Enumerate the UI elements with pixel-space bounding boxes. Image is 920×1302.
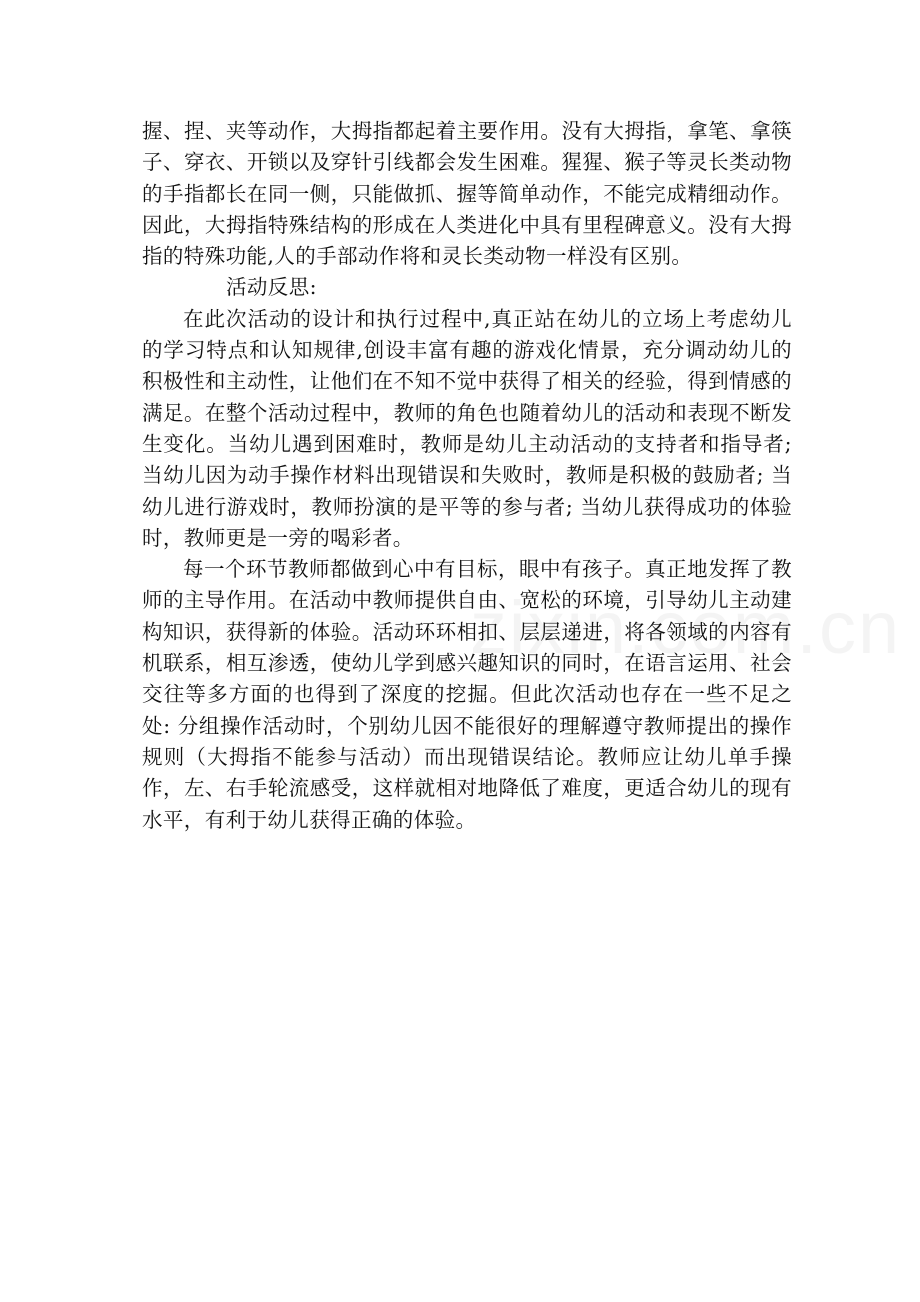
paragraph-thumb-function: 握、捏、夹等动作，大拇指都起着主要作用。没有大拇指，拿笔、拿筷子、穿衣、开锁以及穿针引线都会发生困难。猩猩、猴子等灵长类动物的手指都长在同一侧，只能做抓、握等简单动作，不能完成精细动作。因此，大拇指特殊结构的形成在人类进化中具有里程碑意义。没有大拇指的特殊功能,人的手部动作将和灵长类动物一样没有区别。 [142,119,792,269]
paragraph-reflection-1: 在此次活动的设计和执行过程中,真正站在幼儿的立场上考虑幼儿的学习特点和认知规律,创设丰富有趣的游戏化情景，充分调动幼儿的积极性和主动性，让他们在不知不觉中获得了相关的经验，得到情感的满足。在整个活动过程中，教师的角色也随着幼儿的活动和表现不断发生变化。当幼儿遇到困难时，教师是幼儿主动活动的支持者和指导者; 当幼儿因为动手操作材料出现错误和失败时，教师是积极的鼓励者; 当幼儿进行游戏时，教师扮演的是平等的参与者; 当幼儿获得成功的体验时，教师更是一旁的喝彩者。 [142,306,792,550]
document-body [142,116,792,836]
section-heading-reflection: 活动反思: [226,275,317,300]
paragraph-reflection-2: 每一个环节教师都做到心中有目标，眼中有孩子。真正地发挥了教师的主导作用。在活动中教师提供自由、宽松的环境，引导幼儿主动建构知识，获得新的体验。活动环环相扣、层层递进，将各领域的内容有机联系，相互渗透，使幼儿学到感兴趣知识的同时，在语言运用、社会交往等多方面的也得到了深度的挖掘。但此次活动也存在一些不足之处: 分组操作活动时，个别幼儿因不能很好的理解遵守教师提出的操作规则（大拇指不能参与活动）而出现错误结论。教师应让幼儿单手操作，左、右手轮流感受，这样就相对地降低了难度，更适合幼儿的现有水平，有利于幼儿获得正确的体验。 [142,557,792,832]
